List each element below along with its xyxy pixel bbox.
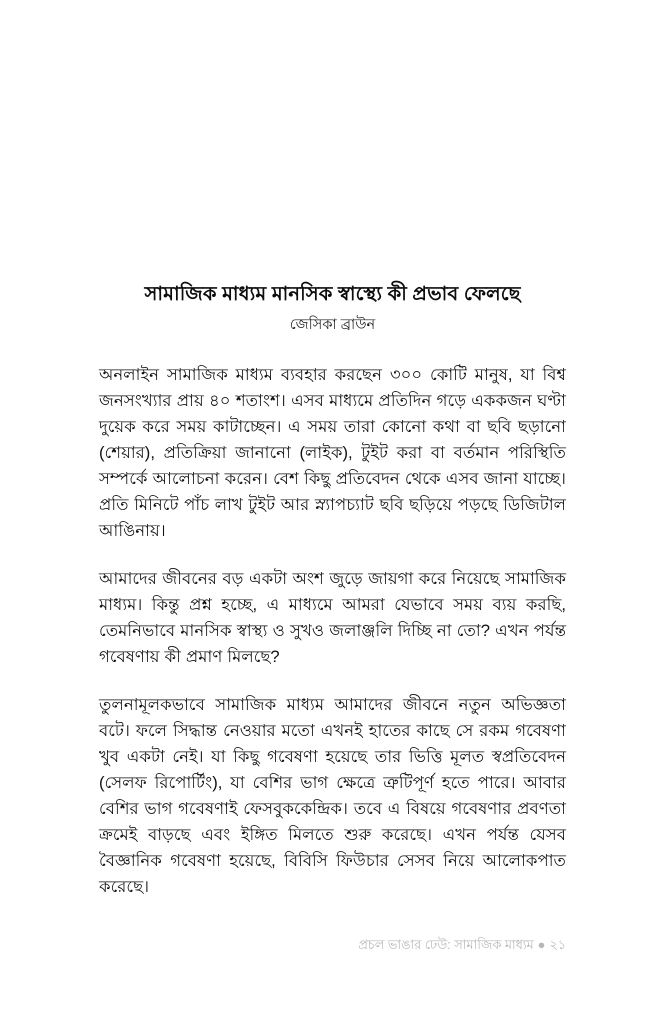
footer-book-title: প্রচল ভাঙার ঢেউ: সামাজিক মাধ্যম (358, 937, 534, 952)
page-title: সামাজিক মাধ্যম মানসিক স্বাস্থ্যে কী প্রভাব ফেলছে (144, 283, 521, 305)
body-paragraph: তুলনামূলকভাবে সামাজিক মাধ্যম আমাদের জীবনে নতুন অভিজ্ঞতা বটে। ফলে সিদ্ধান্ত নেওয়ার মতো এখনই হাতের কাছে সে রকম গবেষণা খুব একটা নেই। যা কিছু গবেষণা হয়েছে তার ভিত্তি মূলত স্বপ্রতিবেদন (সেলফ রিপোর্টিং), যা বেশির ভাগ ক্ষেত্রে ত্রুটিপূর্ণ হতে পারে। আবার বেশির ভাগ গবেষণাই ফেসবুককেন্দ্রিক। তবে এ বিষয়ে গবেষণার প্রবণতা ক্রমেই বাড়ছে এবং ইঙ্গিত মিলতে শুরু করেছে। এখন পর্যন্ত যেসব বৈজ্ঞানিক গবেষণা হয়েছে, বিবিসি ফিউচার সেসব নিয়ে আলোকপাত করেছে। (99, 694, 566, 896)
running-footer (99, 936, 566, 954)
article-content (99, 281, 566, 900)
article-body (99, 362, 566, 900)
body-paragraph: আমাদের জীবনের বড় একটা অংশ জুড়ে জায়গা করে নিয়েছে সামাজিক মাধ্যম। কিন্তু প্রশ্ন হচ্ছে, এ মাধ্যমে আমরা যেভাবে সময় ব্যয় করছি, তেমনিভাবে মানসিক স্বাস্থ্য ও সুখও জলাঞ্জলি দিচ্ছি না তো? এখন পর্যন্ত গবেষণায় কী প্রমাণ মিলছে? (99, 568, 566, 666)
page-number: ২১ (549, 937, 566, 952)
footer-bullet-icon: ● (537, 937, 546, 952)
article-byline: জেসিকা ব্রাউন (289, 317, 376, 334)
body-paragraph: অনলাইন সামাজিক মাধ্যম ব্যবহার করছেন ৩০০ কোটি মানুষ, যা বিশ্ব জনসংখ্যার প্রায় ৪০ শতাংশ। এসব মাধ্যমে প্রতিদিন গড়ে এককজন ঘণ্টা দুয়েক করে সময় কাটাচ্ছেন। এ সময় তারা কোনো কথা বা ছবি ছড়ানো (শেয়ার), প্রতিক্রিয়া জানানো (লাইক), টুইট করা বা বর্তমান পরিস্থিতি সম্পর্কে আলোচনা করেন। বেশ কিছু প্রতিবেদন থেকে এসব জানা যাচ্ছে। প্রতি মিনিটে পাঁচ লাখ টুইট আর স্ন্যাপচ্যাট ছবি ছড়িয়ে পড়ছে ডিজিটাল আঙিনায়। (99, 364, 566, 540)
